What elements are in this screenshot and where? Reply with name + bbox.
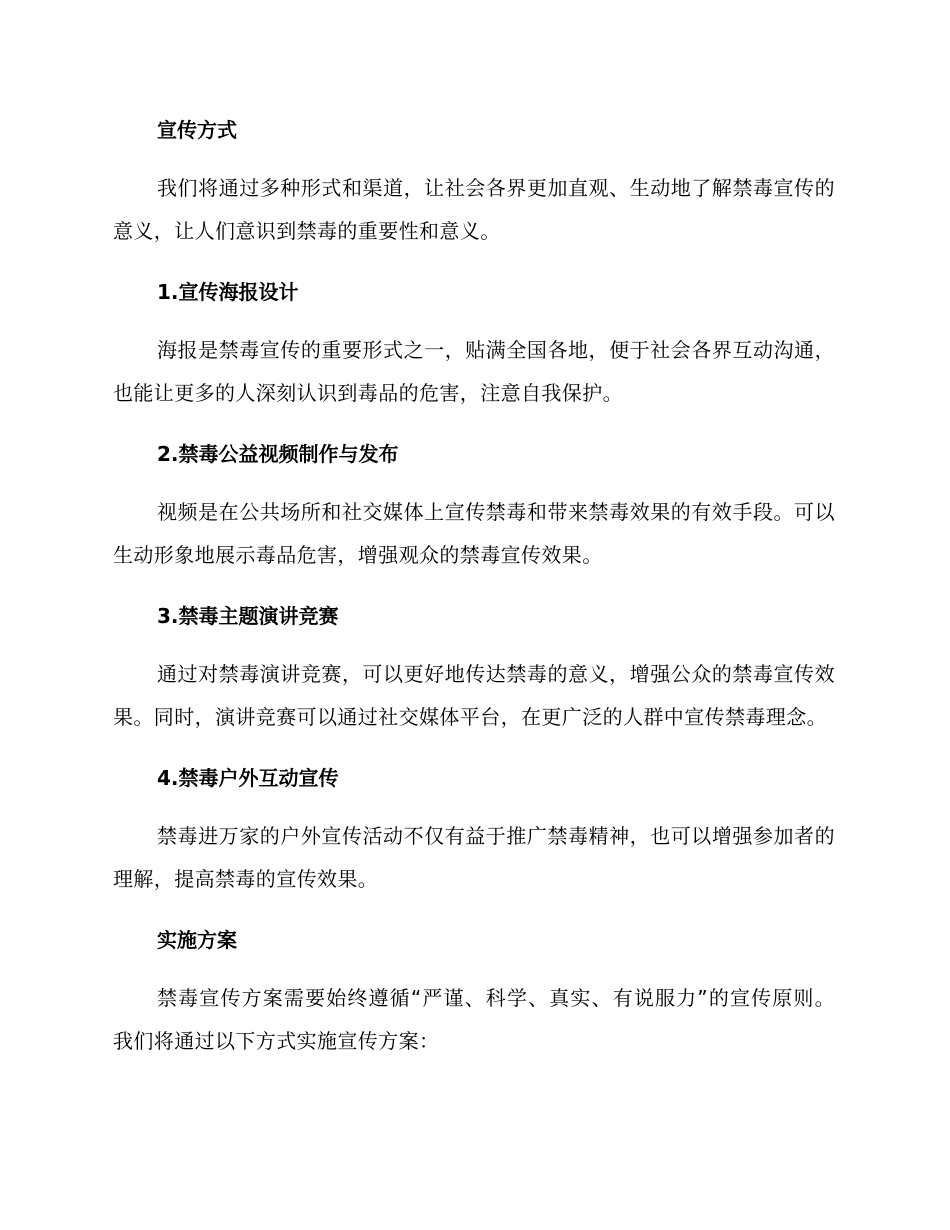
section-heading-poster-design: 1.宣传海报设计 <box>157 280 299 304</box>
section-paragraph-implementation-plan: 禁毒宣传方案需要始终遵循“严谨、科学、真实、有说服力”的宣传原则。 我们将通过以下方式实施宣传方案： <box>113 986 835 1053</box>
section-heading-implementation-plan: 实施方案 <box>157 928 237 952</box>
section-heading-outdoor-publicity: 4.禁毒户外互动宣传 <box>157 766 339 790</box>
section-heading-publicity-methods: 宣传方式 <box>157 118 237 142</box>
document-page <box>113 112 835 1063</box>
section-heading-video-production: 2.禁毒公益视频制作与发布 <box>157 442 399 466</box>
section-paragraph-poster-design: 海报是禁毒宣传的重要形式之一，贴满全国各地，便于社会各界互动沟通，也能让更多的人深刻认识到毒品的危害，注意自我保护。 <box>113 338 835 405</box>
section-paragraph-speech-contest: 通过对禁毒演讲竞赛，可以更好地传达禁毒的意义，增强公众的禁毒宣传效果。同时，演讲竞赛可以通过社交媒体平台，在更广泛的人群中宣传禁毒理念。 <box>113 662 835 729</box>
section-paragraph-publicity-methods: 我们将通过多种形式和渠道，让社会各界更加直观、生动地了解禁毒宣传的意义，让人们意识到禁毒的重要性和意义。 <box>113 176 835 243</box>
section-paragraph-outdoor-publicity: 禁毒进万家的户外宣传活动不仅有益于推广禁毒精神，也可以增强参加者的理解，提高禁毒的宣传效果。 <box>113 824 835 891</box>
section-paragraph-video-production: 视频是在公共场所和社交媒体上宣传禁毒和带来禁毒效果的有效手段。可以生动形象地展示毒品危害，增强观众的禁毒宣传效果。 <box>113 500 835 567</box>
section-heading-speech-contest: 3.禁毒主题演讲竞赛 <box>157 604 339 628</box>
